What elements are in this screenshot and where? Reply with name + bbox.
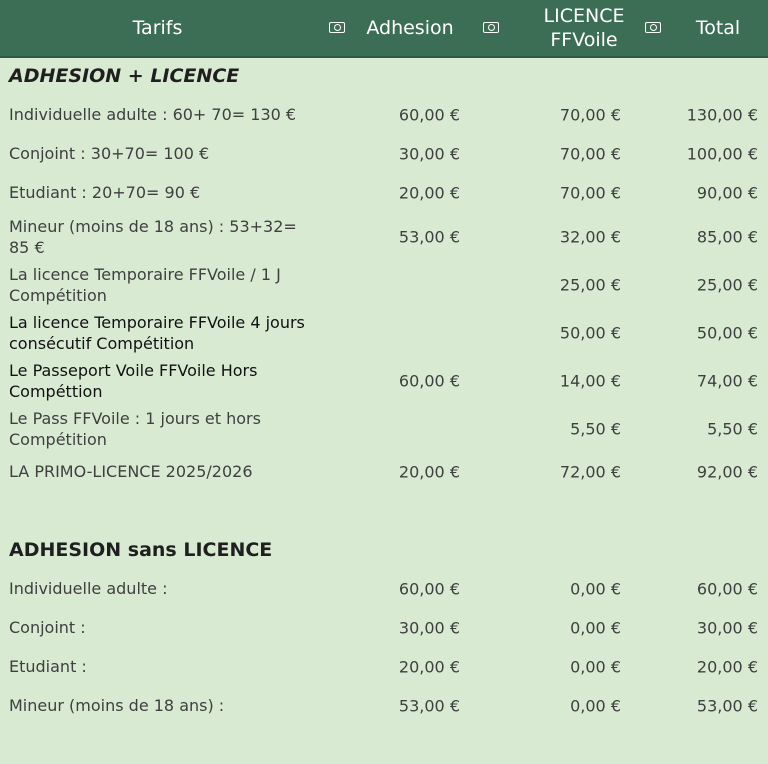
total-value: 100,00 € — [686, 144, 758, 164]
total-value: 20,00 € — [696, 657, 758, 677]
money-icon[interactable] — [329, 22, 345, 33]
table-row — [0, 104, 768, 126]
licence-value: 70,00 € — [559, 144, 621, 164]
table-row — [0, 461, 768, 483]
adhesion-value: 60,00 € — [398, 579, 460, 599]
table-row — [0, 312, 768, 354]
row-label: Individuelle adulte : — [9, 579, 168, 598]
table-row — [0, 656, 768, 678]
table-row — [0, 578, 768, 600]
table-row — [0, 264, 768, 306]
licence-value: 14,00 € — [559, 371, 621, 391]
adhesion-value: 60,00 € — [398, 371, 460, 391]
table-header — [0, 0, 768, 58]
header-total[interactable]: Total — [695, 17, 741, 39]
row-label: Individuelle adulte : 60+ 70= 130 € — [9, 105, 297, 124]
header-licence[interactable]: LICENCE FFVoile — [543, 5, 625, 51]
row-label: LA PRIMO-LICENCE 2025/2026 — [9, 462, 253, 481]
table-row — [0, 617, 768, 639]
total-value: 130,00 € — [686, 105, 758, 125]
total-value: 30,00 € — [696, 618, 758, 638]
licence-value: 72,00 € — [559, 462, 621, 482]
row-label: Etudiant : — [9, 657, 87, 676]
total-value: 60,00 € — [696, 579, 758, 599]
adhesion-value: 53,00 € — [398, 696, 460, 716]
adhesion-value: 30,00 € — [398, 144, 460, 164]
table-row — [0, 216, 768, 258]
licence-value: 0,00 € — [570, 579, 621, 599]
licence-value: 0,00 € — [570, 696, 621, 716]
row-label: Le Passeport Voile FFVoile Hors Compéttion — [9, 361, 258, 401]
adhesion-value: 60,00 € — [398, 105, 460, 125]
total-value: 90,00 € — [696, 183, 758, 203]
row-label: Conjoint : — [9, 618, 86, 637]
licence-value: 50,00 € — [559, 323, 621, 343]
row-label: Mineur (moins de 18 ans) : 53+32= 85 € — [9, 217, 297, 257]
table-row — [0, 143, 768, 165]
table-row — [0, 360, 768, 402]
row-label: Conjoint : 30+70= 100 € — [9, 144, 210, 163]
row-label: Mineur (moins de 18 ans) : — [9, 696, 225, 715]
licence-value: 0,00 € — [570, 657, 621, 677]
row-label: Etudiant : 20+70= 90 € — [9, 183, 201, 202]
table-row — [0, 182, 768, 204]
licence-value: 0,00 € — [570, 618, 621, 638]
adhesion-value: 53,00 € — [398, 227, 460, 247]
money-icon[interactable] — [645, 22, 661, 33]
table-row — [0, 695, 768, 717]
total-value: 74,00 € — [696, 371, 758, 391]
total-value: 5,50 € — [707, 419, 758, 439]
row-label: La licence Temporaire FFVoile 4 jours consécutif Compétition — [9, 313, 305, 353]
adhesion-value: 30,00 € — [398, 618, 460, 638]
adhesion-value: 20,00 € — [398, 462, 460, 482]
header-tarifs[interactable]: Tarifs — [132, 17, 183, 39]
row-label: La licence Temporaire FFVoile / 1 J Compétition — [9, 265, 281, 305]
adhesion-value: 20,00 € — [398, 183, 460, 203]
row-label: Le Pass FFVoile : 1 jours et hors Compétition — [9, 409, 261, 449]
total-value: 53,00 € — [696, 696, 758, 716]
total-value: 25,00 € — [696, 275, 758, 295]
header-adhesion[interactable]: Adhesion — [366, 17, 454, 39]
licence-value: 32,00 € — [559, 227, 621, 247]
section-title-adhesion-licence: ADHESION + LICENCE — [9, 65, 240, 87]
total-value: 85,00 € — [696, 227, 758, 247]
total-value: 50,00 € — [696, 323, 758, 343]
licence-value: 70,00 € — [559, 105, 621, 125]
total-value: 92,00 € — [696, 462, 758, 482]
money-icon[interactable] — [483, 22, 499, 33]
licence-value: 25,00 € — [559, 275, 621, 295]
licence-value: 70,00 € — [559, 183, 621, 203]
adhesion-value: 20,00 € — [398, 657, 460, 677]
table-row — [0, 408, 768, 450]
licence-value: 5,50 € — [570, 419, 621, 439]
section-title-adhesion-sans-licence: ADHESION sans LICENCE — [9, 539, 273, 561]
